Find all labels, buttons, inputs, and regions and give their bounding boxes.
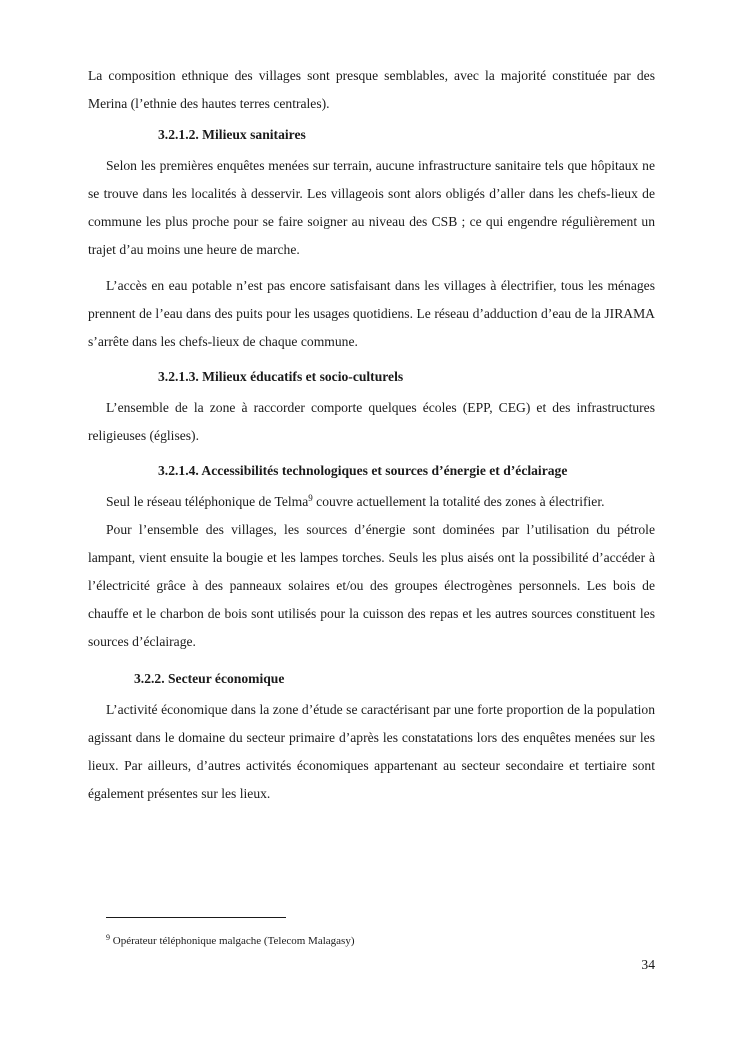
footnote-divider: [106, 917, 286, 918]
heading-secteur-economique: 3.2.2. Secteur économique: [134, 671, 285, 686]
heading-milieux-educatifs: 3.2.1.3. Milieux éducatifs et socio-culturels: [158, 369, 404, 384]
page-number: 34: [641, 957, 655, 972]
paragraph-ethnic-composition: La composition ethnique des villages sont presque semblables, avec la majorité constituée par des Merina (l’ethnie des hautes terres centrales).: [88, 68, 655, 111]
paragraph-energy-sources: Pour l’ensemble des villages, les sources d’énergie sont dominées par l’utilisation du pétrole lampant, vient ensuite la bougie et les lampes torches. Seuls les plus aisés ont la possibilité d’accéder à l’électricité grâce à des panneaux solaires et/ou des groupes électrogènes personnels. Les bois de chauffe et le charbon de bois sont utilisés pour la cuisson des repas et les autres sources constituent les sources d’éclairage.: [88, 522, 655, 649]
heading-milieux-sanitaires: 3.2.1.2. Milieux sanitaires: [158, 127, 306, 142]
telephone-text-start: Seul le réseau téléphonique de Telma: [106, 494, 309, 509]
telephone-text-end: couvre actuellement la totalité des zones à électrifier.: [312, 494, 605, 509]
footnote-9: [106, 934, 354, 948]
paragraph-telephone-network: [88, 488, 655, 516]
heading-accessibilites-technologiques: 3.2.1.4. Accessibilités technologiques et sources d’énergie et d’éclairage: [158, 463, 568, 478]
paragraph-health-infrastructure: Selon les premières enquêtes menées sur terrain, aucune infrastructure sanitaire tels que hôpitaux ne se trouve dans les localités à desservir. Les villageois sont alors obligés d’aller dans les chefs-lieux de commune les plus proche pour se faire soigner au niveau des CSB ; ce qui engendre régulièrement un trajet d’au moins une heure de marche.: [88, 158, 655, 257]
paragraph-schools-churches: L’ensemble de la zone à raccorder comporte quelques écoles (EPP, CEG) et des infrastructures religieuses (églises).: [88, 400, 655, 443]
paragraph-economic-activity: L’activité économique dans la zone d’étude se caractérisant par une forte proportion de la population agissant dans le domaine du secteur primaire d’après les constatations lors des enquêtes menées sur les lieux. Par ailleurs, d’autres activités économiques appartenant au secteur secondaire et tertiaire sont également présentes sur les lieux.: [88, 702, 655, 801]
footnote-text: Opérateur téléphonique malgache (Telecom Malagasy): [110, 935, 355, 947]
footnote-mark: 9: [106, 933, 110, 942]
paragraph-drinking-water: L’accès en eau potable n’est pas encore satisfaisant dans les villages à électrifier, tous les ménages prennent de l’eau dans des puits pour les usages quotidiens. Le réseau d’adduction d’eau de la JIRAMA s’arrête dans les chefs-lieux de chaque commune.: [88, 278, 655, 349]
document-body: [88, 62, 655, 808]
footnote-reference-9[interactable]: 9: [308, 493, 313, 503]
